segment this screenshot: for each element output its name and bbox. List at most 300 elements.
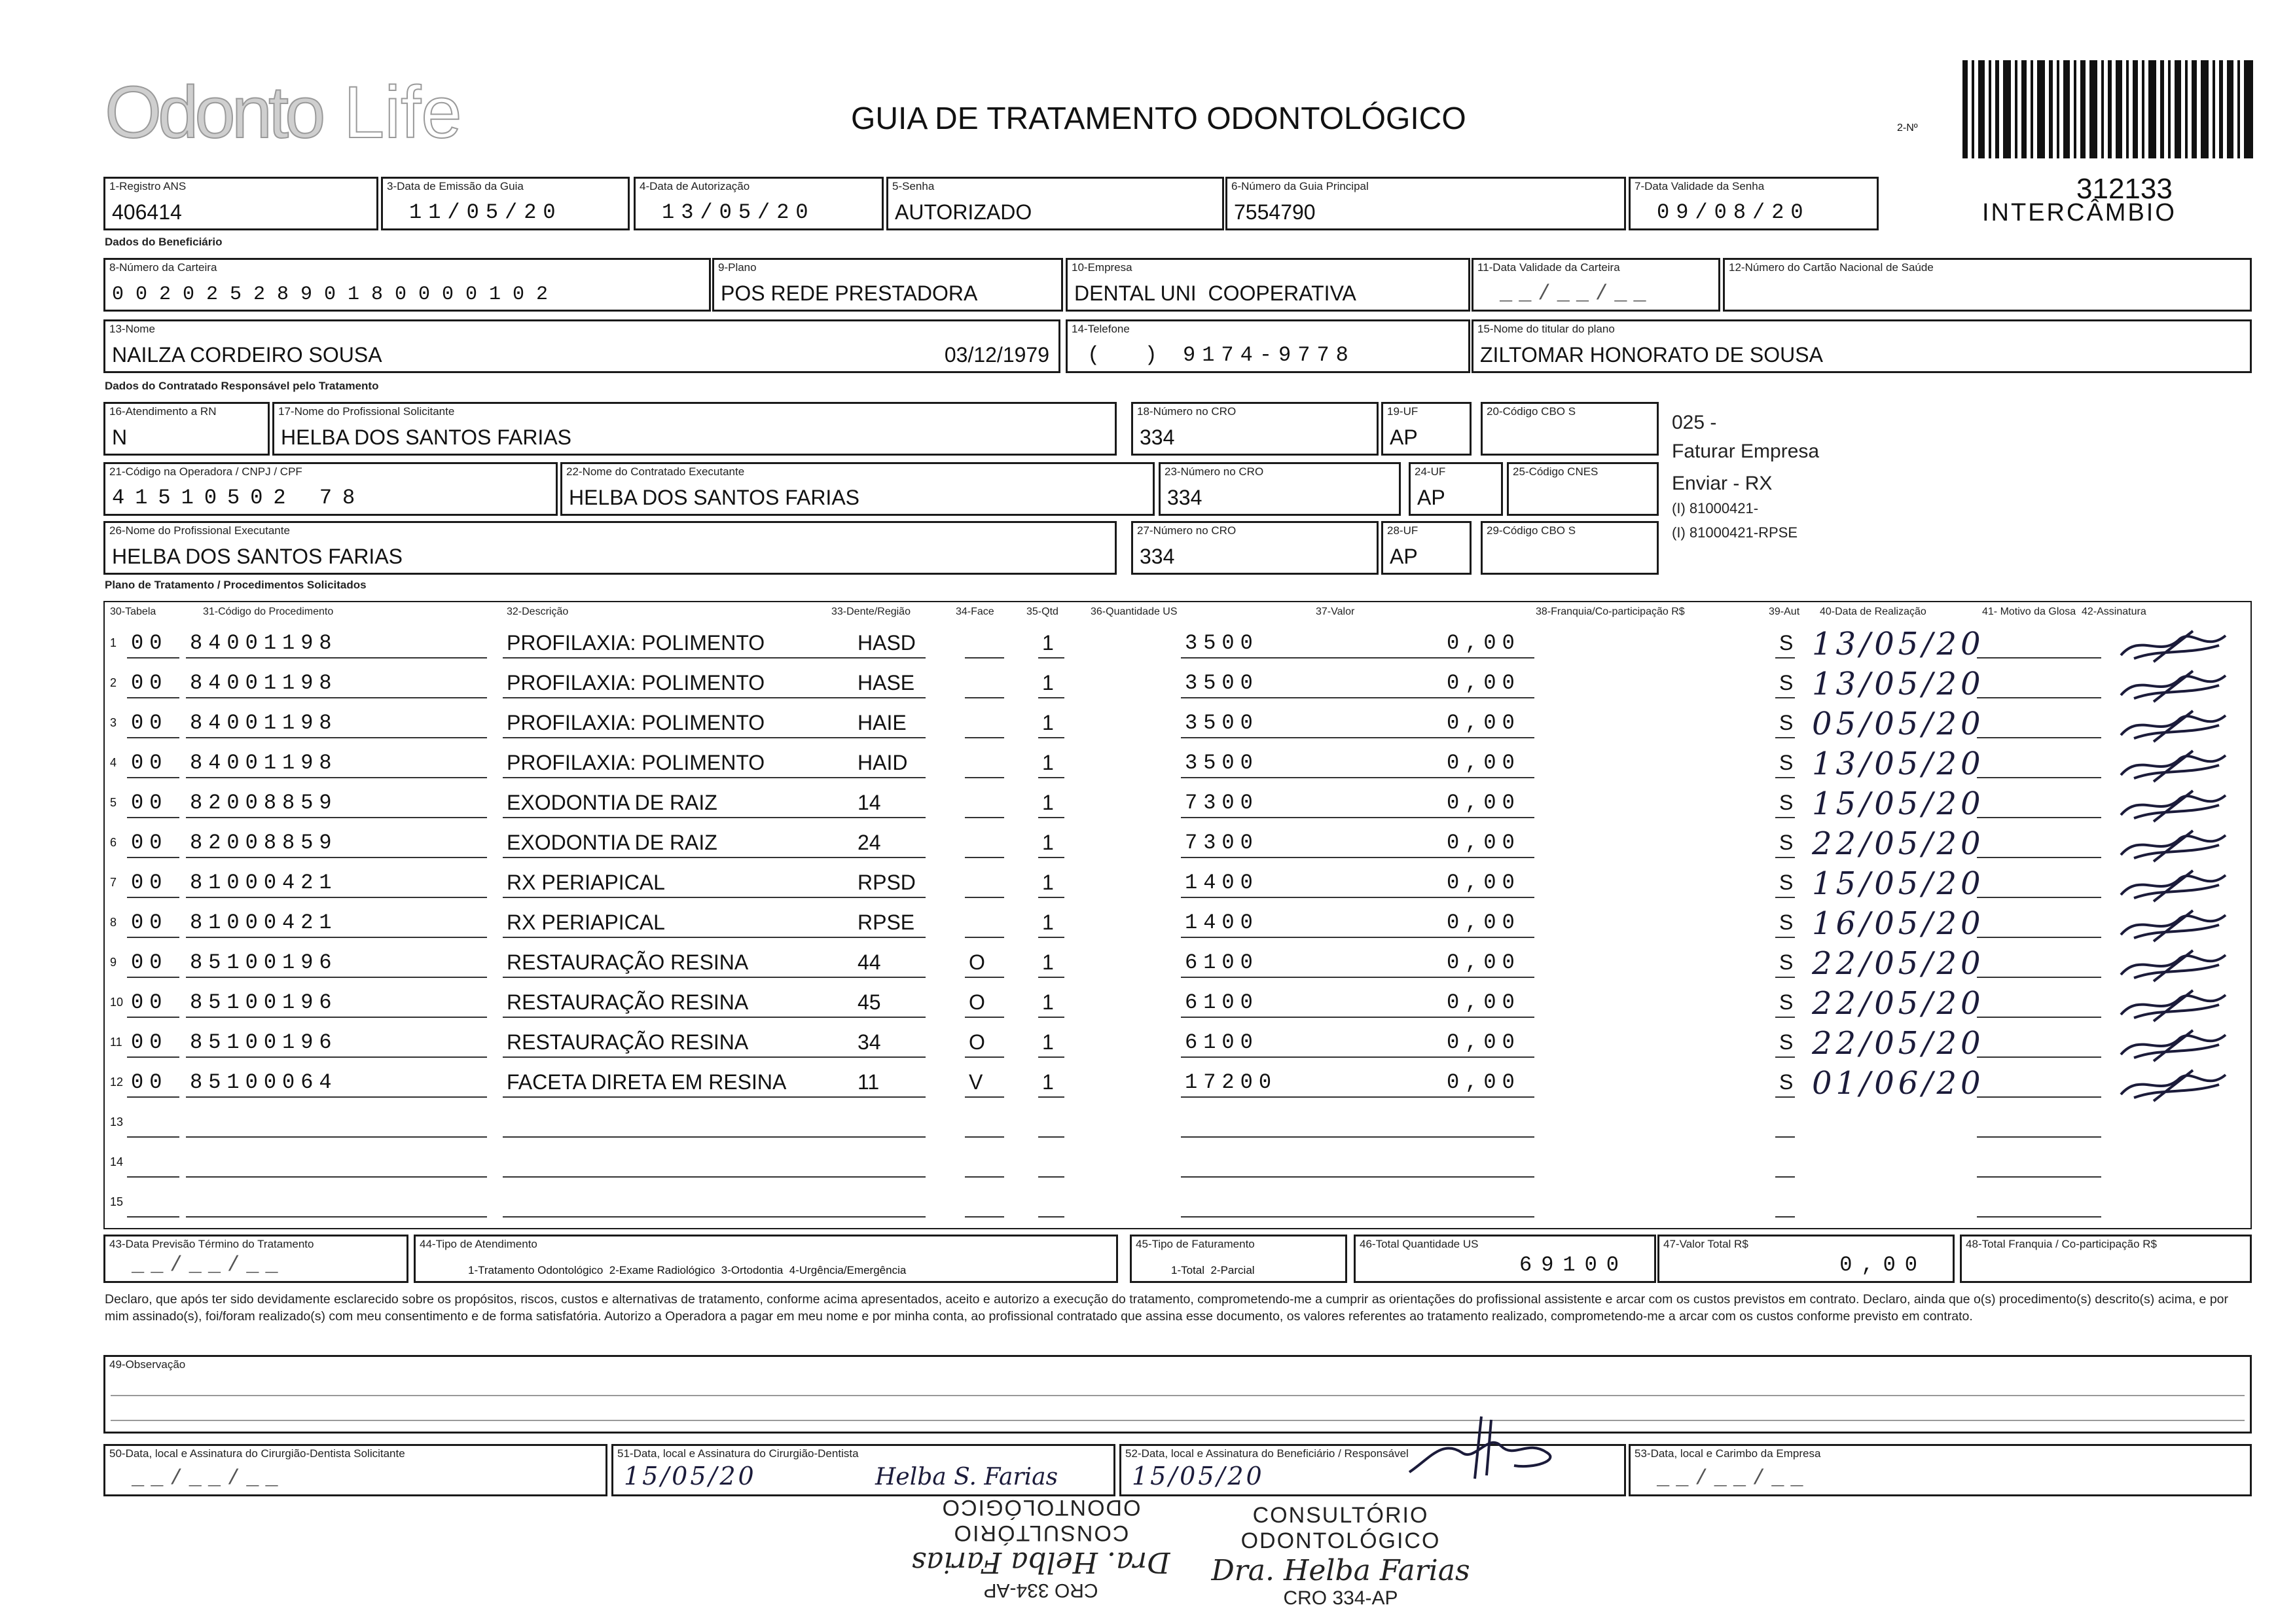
field-titular (1472, 319, 2252, 373)
cell-underline (503, 857, 869, 858)
field-uf-28 (1381, 521, 1472, 575)
cell-underline (1318, 777, 1462, 778)
cell-underline (854, 657, 926, 659)
field-label: 10-Empresa (1072, 261, 1132, 274)
observacao-line (111, 1395, 2245, 1396)
cell-underline (1443, 897, 1534, 898)
field-label: 22-Nome do Contratado Executante (566, 465, 745, 478)
cell-underline (1775, 1216, 1795, 1218)
field-label: 53-Data, local e Carimbo da Empresa (1635, 1447, 1821, 1460)
stamp-line: Dra. Helba Farias (911, 1545, 1170, 1579)
cell-underline (503, 1216, 869, 1218)
cell-codigo: 82008859 (190, 791, 338, 815)
cell-underline (186, 1017, 487, 1018)
cell-underline (1443, 977, 1534, 978)
table-row (105, 1185, 2250, 1225)
field-value: 406414 (112, 200, 182, 224)
cell-underline (1318, 697, 1462, 698)
cell-underline (127, 1096, 179, 1098)
cell-us: 3500 (1185, 751, 1259, 775)
beneficiary-signature-graphic (1403, 1413, 1573, 1485)
cell-aut: S (1779, 751, 1794, 774)
cell-underline (965, 1136, 1004, 1138)
cell-data-realizacao: 13/05/20 (1812, 666, 1985, 702)
cell-tabela: 00 (131, 831, 168, 855)
field-label: 1-Registro ANS (109, 180, 187, 192)
cell-aut: S (1779, 990, 1794, 1014)
field-cro-23 (1159, 462, 1401, 516)
field-label: 5-Senha (892, 180, 935, 192)
cell-face: O (969, 990, 985, 1014)
cell-underline (127, 1136, 179, 1138)
field-label: 29-Código CBO S (1487, 524, 1576, 537)
field-value: AP (1417, 486, 1445, 509)
field-label: 50-Data, local e Assinatura do Cirurgião-Dentista Solicitante (109, 1447, 405, 1460)
field-telefone (1066, 319, 1470, 373)
cell-franquia: 0,00 (1447, 871, 1521, 895)
cell-qtd: 1 (1042, 1070, 1054, 1094)
field-label: 3-Data de Emissão da Guia (387, 180, 524, 192)
cell-underline (1038, 817, 1064, 818)
cell-codigo: 85100196 (190, 950, 338, 975)
cell-underline (127, 657, 179, 659)
field-label: 26-Nome do Profissional Executante (109, 524, 290, 537)
cell-underline (1038, 1216, 1064, 1218)
field-signature-53 (1629, 1444, 2252, 1496)
cell-underline (1318, 1017, 1462, 1018)
cell-dente: 24 (858, 831, 881, 854)
row-number: 3 (110, 716, 117, 729)
cell-underline (1775, 737, 1795, 738)
cell-underline (1775, 697, 1795, 698)
cell-descricao: PROFILAXIA: POLIMENTO (507, 711, 765, 734)
cell-underline (186, 777, 487, 778)
table-row (105, 666, 2250, 706)
field-value: 334 (1167, 486, 1202, 509)
field-value: 7554790 (1234, 200, 1316, 224)
cell-underline (1181, 737, 1325, 738)
cell-underline (1977, 857, 2101, 858)
row-number: 5 (110, 796, 117, 809)
cell-franquia: 0,00 (1447, 911, 1521, 935)
row-number: 10 (110, 996, 124, 1009)
table-row (105, 985, 2250, 1025)
cell-underline (965, 857, 1004, 858)
col-header-codigo: 31-Código do Procedimento (203, 606, 334, 617)
cell-dente: 34 (858, 1030, 881, 1054)
col-header-franquia: 38-Franquia/Co-participação R$ (1536, 606, 1685, 617)
row-number: 12 (110, 1075, 124, 1089)
cell-underline (503, 1017, 869, 1018)
cell-underline (854, 817, 926, 818)
cell-underline (1775, 1017, 1795, 1018)
cell-underline (965, 1216, 1004, 1218)
cell-underline (1443, 1056, 1534, 1058)
cell-face: O (969, 1030, 985, 1054)
cell-underline (127, 1176, 179, 1178)
cell-descricao: RX PERIAPICAL (507, 911, 665, 934)
field-previsao (103, 1235, 408, 1283)
cell-underline (503, 737, 869, 738)
row-signature-graphic (2114, 626, 2232, 665)
field-signature-50 (103, 1444, 607, 1496)
cell-underline (1443, 1216, 1534, 1218)
field-empresa (1066, 258, 1470, 312)
cell-underline (186, 1096, 487, 1098)
section-plano: Plano de Tratamento / Procedimentos Solicitados (105, 579, 367, 591)
cell-underline (503, 897, 869, 898)
cell-underline (127, 777, 179, 778)
cell-qtd: 1 (1042, 791, 1054, 814)
field-profissional-executante (103, 521, 1117, 575)
cell-qtd: 1 (1042, 671, 1054, 695)
stamp (1190, 1503, 1491, 1614)
cell-underline (1181, 937, 1325, 938)
field-label: 20-Código CBO S (1487, 405, 1576, 418)
intercambio-label: INTERCÂMBIO (1982, 199, 2177, 226)
birth-date: 03/12/1979 (944, 343, 1049, 367)
cell-aut: S (1779, 631, 1794, 655)
cell-dente: RPSE (858, 911, 915, 934)
cell-underline (1443, 1176, 1534, 1178)
field-label: 46-Total Quantidade US (1360, 1238, 1479, 1250)
cell-underline (1977, 1136, 2101, 1138)
field-uf-24 (1409, 462, 1503, 516)
cell-codigo: 81000421 (190, 871, 338, 895)
cell-underline (965, 1017, 1004, 1018)
cell-dente: 14 (858, 791, 881, 814)
cell-underline (186, 657, 487, 659)
section-beneficiario: Dados do Beneficiário (105, 236, 223, 248)
cell-underline (1038, 937, 1064, 938)
field-signature-51 (611, 1444, 1115, 1496)
cell-aut: S (1779, 950, 1794, 974)
cell-tabela: 00 (131, 990, 168, 1015)
row-signature-graphic (2114, 945, 2232, 984)
cell-us: 1400 (1185, 911, 1259, 935)
field-uf-19 (1381, 402, 1472, 456)
cell-underline (503, 697, 869, 698)
cell-franquia: 0,00 (1447, 631, 1521, 655)
row-signature-graphic (2114, 865, 2232, 905)
cell-underline (503, 777, 869, 778)
cell-underline (854, 1017, 926, 1018)
cell-underline (1181, 857, 1325, 858)
cell-underline (503, 1056, 869, 1058)
cell-underline (1038, 1096, 1064, 1098)
svg-text:Odonto: Odonto (105, 71, 322, 153)
cell-qtd: 1 (1042, 871, 1054, 894)
cell-underline (1443, 1136, 1534, 1138)
cell-underline (1038, 777, 1064, 778)
cell-underline (1775, 937, 1795, 938)
cell-underline (1318, 937, 1462, 938)
row-number: 6 (110, 836, 117, 849)
field-value: 11/05/20 (409, 200, 562, 225)
field-value: 69100 (1519, 1253, 1628, 1277)
cell-underline (127, 977, 179, 978)
cell-underline (1318, 737, 1462, 738)
cell-us: 17200 (1185, 1070, 1278, 1094)
side-note: (I) 81000421- (1672, 500, 1759, 516)
row-number: 8 (110, 916, 117, 929)
cell-franquia: 0,00 (1447, 1030, 1521, 1055)
cell-qtd: 1 (1042, 990, 1054, 1014)
cell-underline (854, 1136, 926, 1138)
cell-underline (1775, 857, 1795, 858)
cell-data-realizacao: 16/05/20 (1812, 905, 1985, 942)
cell-qtd: 1 (1042, 950, 1054, 974)
cell-underline (854, 737, 926, 738)
cell-underline (1038, 1056, 1064, 1058)
field-total-franquia (1960, 1235, 2252, 1283)
field-value: 13/05/20 (662, 200, 815, 225)
cell-underline (186, 937, 487, 938)
cell-underline (1181, 1017, 1325, 1018)
cell-underline (1038, 657, 1064, 659)
cell-underline (1443, 817, 1534, 818)
cell-descricao: PROFILAXIA: POLIMENTO (507, 671, 765, 695)
cell-dente: HASD (858, 631, 916, 655)
cell-franquia: 0,00 (1447, 950, 1521, 975)
cell-underline (965, 777, 1004, 778)
cell-underline (854, 897, 926, 898)
cell-dente: HASE (858, 671, 915, 695)
table-row (105, 706, 2250, 746)
field-value: 1-Tratamento Odontológico 2-Exame Radiológico 3-Ortodontia 4-Urgência/Emergência (468, 1264, 907, 1276)
cell-underline (965, 897, 1004, 898)
cell-underline (1181, 697, 1325, 698)
field-value: 334 (1140, 425, 1175, 449)
row-signature-graphic (2114, 706, 2232, 745)
field-value: 334 (1140, 545, 1175, 568)
field-tipo-faturamento (1130, 1235, 1347, 1283)
cell-face: O (969, 950, 985, 974)
field-label: 44-Tipo de Atendimento (420, 1238, 537, 1250)
field-label: 18-Número no CRO (1137, 405, 1237, 418)
cell-underline (1318, 1216, 1462, 1218)
cell-qtd: 1 (1042, 911, 1054, 934)
field-value: HELBA DOS SANTOS FARIAS (569, 486, 859, 509)
cell-tabela: 00 (131, 1030, 168, 1055)
field-total-us (1354, 1235, 1656, 1283)
row-signature-graphic (2114, 905, 2232, 945)
field-cro-18 (1131, 402, 1379, 456)
cell-underline (1038, 697, 1064, 698)
field-observacao (103, 1355, 2252, 1434)
cell-tabela: 00 (131, 911, 168, 935)
cell-underline (1318, 817, 1462, 818)
table-row (105, 865, 2250, 905)
cell-underline (1181, 1056, 1325, 1058)
cell-underline (1318, 857, 1462, 858)
field-data-autorizacao (634, 177, 884, 230)
cell-underline (1038, 977, 1064, 978)
field-codigo-operadora (103, 462, 558, 516)
cell-data-realizacao: 22/05/20 (1812, 825, 1985, 862)
row-number: 7 (110, 876, 117, 889)
cell-franquia: 0,00 (1447, 990, 1521, 1015)
field-label: 15-Nome do titular do plano (1477, 323, 1615, 335)
cell-underline (1181, 897, 1325, 898)
guide-n-label: 2-Nº (1897, 122, 1918, 134)
cell-tabela: 00 (131, 631, 168, 655)
cell-us: 3500 (1185, 711, 1259, 735)
stamp-upside-down (871, 1495, 1211, 1601)
row-number: 13 (110, 1115, 124, 1128)
table-row (105, 905, 2250, 945)
cell-underline (1318, 1096, 1462, 1098)
side-note: 025 - (1672, 412, 1717, 433)
cell-underline (1775, 777, 1795, 778)
field-label: 9-Plano (718, 261, 757, 274)
field-value: 41510502 78 (112, 486, 366, 510)
cell-underline (1038, 737, 1064, 738)
cell-aut: S (1779, 711, 1794, 734)
field-label: 24-UF (1415, 465, 1446, 478)
field-label: 28-UF (1387, 524, 1419, 537)
field-value: __/__/__ (132, 1466, 285, 1490)
cell-underline (854, 977, 926, 978)
field-atendimento-rn (103, 402, 270, 456)
row-number: 11 (110, 1036, 122, 1049)
field-cro-27 (1131, 521, 1379, 575)
field-label: 49-Observação (109, 1358, 186, 1371)
cell-underline (1775, 657, 1795, 659)
field-value: 0,00 (1839, 1253, 1926, 1277)
observacao-line (111, 1420, 2245, 1421)
guide-number: 312133 (2076, 173, 2173, 205)
cell-aut: S (1779, 671, 1794, 695)
field-value: N (112, 425, 128, 449)
field-label: 52-Data, local e Assinatura do Beneficiário / Responsável (1125, 1447, 1409, 1460)
cell-underline (1775, 1056, 1795, 1058)
cell-underline (965, 697, 1004, 698)
cell-underline (186, 1176, 487, 1178)
row-signature-graphic (2114, 666, 2232, 705)
cell-underline (1443, 777, 1534, 778)
cell-underline (1443, 857, 1534, 858)
cell-underline (1775, 977, 1795, 978)
cell-qtd: 1 (1042, 751, 1054, 774)
cell-underline (1977, 1017, 2101, 1018)
cell-descricao: PROFILAXIA: POLIMENTO (507, 751, 765, 774)
cell-underline (1443, 657, 1534, 659)
cell-aut: S (1779, 1070, 1794, 1094)
cell-dente: RPSD (858, 871, 916, 894)
cell-underline (1977, 777, 2101, 778)
table-row (105, 1065, 2250, 1105)
field-label: 47-Valor Total R$ (1663, 1238, 1748, 1250)
cell-underline (1977, 697, 2101, 698)
table-row (105, 1025, 2250, 1065)
cell-descricao: RESTAURAÇÃO RESINA (507, 1030, 749, 1054)
cell-underline (1443, 1096, 1534, 1098)
cell-codigo: 85100196 (190, 1030, 338, 1055)
cell-tabela: 00 (131, 950, 168, 975)
field-profissional-solicitante (272, 402, 1117, 456)
cell-us: 6100 (1185, 990, 1259, 1015)
cell-underline (127, 897, 179, 898)
row-signature-graphic (2114, 985, 2232, 1024)
cell-underline (854, 1096, 926, 1098)
cell-aut: S (1779, 911, 1794, 934)
cell-underline (186, 817, 487, 818)
cell-underline (1038, 857, 1064, 858)
cell-dente: HAIE (858, 711, 907, 734)
col-header-face: 34-Face (956, 606, 994, 617)
cell-aut: S (1779, 1030, 1794, 1054)
side-note: Enviar - RX (1672, 473, 1773, 494)
cell-underline (503, 1136, 869, 1138)
col-header-dente: 33-Dente/Região (831, 606, 911, 617)
field-data-emissao (381, 177, 630, 230)
cell-codigo: 85100064 (190, 1070, 338, 1094)
cell-underline (1038, 1136, 1064, 1138)
table-row (105, 1105, 2250, 1145)
cell-underline (1318, 1136, 1462, 1138)
cell-underline (1443, 937, 1534, 938)
cell-underline (1977, 977, 2101, 978)
side-note: Faturar Empresa (1672, 441, 1820, 462)
cell-underline (965, 1176, 1004, 1178)
cell-underline (1977, 937, 2101, 938)
cell-underline (965, 1096, 1004, 1098)
cell-underline (965, 817, 1004, 818)
cell-data-realizacao: 13/05/20 (1812, 626, 1985, 662)
cell-qtd: 1 (1042, 831, 1054, 854)
cell-codigo: 81000421 (190, 911, 338, 935)
cell-aut: S (1779, 831, 1794, 854)
cell-underline (186, 897, 487, 898)
cell-underline (1181, 657, 1325, 659)
cell-underline (503, 977, 869, 978)
cell-underline (1977, 1176, 2101, 1178)
cell-underline (127, 857, 179, 858)
cell-underline (1977, 1096, 2101, 1098)
row-signature-graphic (2114, 746, 2232, 785)
field-value: __/__/__ (1657, 1466, 1810, 1490)
cell-qtd: 1 (1042, 1030, 1054, 1054)
stamp-line: CRO 334-AP (1283, 1587, 1398, 1609)
field-value: HELBA DOS SANTOS FARIAS (112, 545, 403, 568)
field-label: 27-Número no CRO (1137, 524, 1237, 537)
field-label: 43-Data Previsão Término do Tratamento (109, 1238, 314, 1250)
field-value: 1-Total 2-Parcial (1171, 1264, 1255, 1276)
cell-underline (854, 1056, 926, 1058)
field-value: NAILZA CORDEIRO SOUSA (112, 343, 382, 367)
cell-dente: HAID (858, 751, 908, 774)
cell-underline (503, 1096, 869, 1098)
row-signature-graphic (2114, 1065, 2232, 1104)
cell-us: 6100 (1185, 1030, 1259, 1055)
cell-underline (965, 1056, 1004, 1058)
field-label: 11-Data Validade da Carteira (1477, 261, 1620, 274)
cell-underline (1181, 977, 1325, 978)
cell-underline (1181, 1176, 1325, 1178)
cell-descricao: RESTAURAÇÃO RESINA (507, 950, 749, 974)
barcode-graphic (1962, 60, 2254, 158)
cell-franquia: 0,00 (1447, 671, 1521, 695)
row-number: 14 (110, 1155, 124, 1168)
dentist-signature: Helba S. Farias (875, 1464, 1058, 1490)
cell-underline (1181, 1096, 1325, 1098)
row-signature-graphic (2114, 1025, 2232, 1064)
cell-descricao: RX PERIAPICAL (507, 871, 665, 894)
cell-us: 7300 (1185, 791, 1259, 815)
cell-underline (854, 697, 926, 698)
page-title: GUIA DE TRATAMENTO ODONTOLÓGICO (851, 101, 1466, 136)
